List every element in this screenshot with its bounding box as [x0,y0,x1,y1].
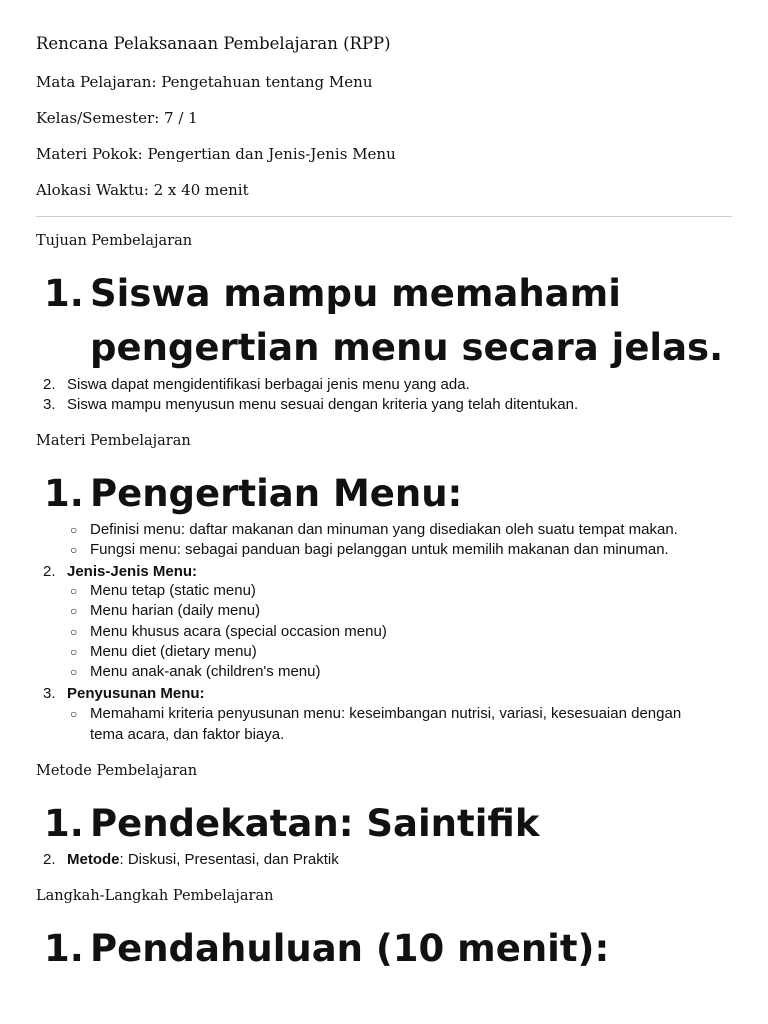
materi-sub-item: ○ Menu diet (dietary menu) [90,642,257,663]
list-number: 3. [43,396,56,413]
materi-item-1 [44,467,734,521]
list-text: Penyusunan Menu: [67,685,205,702]
tujuan-item-2 [43,375,470,396]
list-text: Siswa dapat mengidentifikasi berbagai jenis menu yang ada. [67,376,470,393]
list-bold-text: Metode [67,851,120,868]
list-text: Pendekatan: Saintifik [90,802,540,845]
list-number: 3. [43,685,56,702]
bullet-icon: ○ [70,604,78,618]
materi-item-2 [43,562,198,583]
divider [36,216,732,217]
section-materi-label: Materi Pembelajaran [36,433,191,449]
list-number: 2. [43,851,56,868]
bullet-icon: ○ [70,584,78,598]
metode-item-1 [44,797,734,851]
materi-sub-item: ○ Memahami kriteria penyusunan menu: keseimbangan nutrisi, variasi, kesesuaian dengan [90,704,730,725]
alokasi-waktu: Alokasi Waktu: 2 x 40 menit [36,181,249,199]
materi-sub-item: ○ Definisi menu: daftar makanan dan minuman yang disediakan oleh suatu tempat makan. [90,520,678,541]
metode-item-2 [43,850,339,871]
section-langkah-label: Langkah-Langkah Pembelajaran [36,888,274,904]
list-text: Pendahuluan (10 menit): [90,927,610,970]
list-text: : Diskusi, Presentasi, dan Praktik [119,851,339,868]
bullet-icon: ○ [70,625,78,639]
list-number: 2. [43,376,56,393]
list-number: 1. [44,472,84,515]
mata-pelajaran: Mata Pelajaran: Pengetahuan tentang Menu [36,73,373,91]
materi-sub-item: ○ Menu khusus acara (special occasion menu) [90,622,387,643]
list-number: 1. [44,802,84,845]
list-number: 2. [43,563,56,580]
list-text: Pengertian Menu: [90,472,463,515]
list-number: 1. [44,927,84,970]
kelas-semester: Kelas/Semester: 7 / 1 [36,109,198,127]
bullet-icon: ○ [70,523,78,537]
tujuan-item-1 [44,267,734,375]
section-tujuan-label: Tujuan Pembelajaran [36,233,193,249]
section-metode-label: Metode Pembelajaran [36,763,198,779]
materi-pokok: Materi Pokok: Pengertian dan Jenis-Jenis Menu [36,145,396,163]
bullet-icon: ○ [70,665,78,679]
materi-item-3 [43,684,205,705]
list-text: Siswa mampu menyusun menu sesuai dengan kriteria yang telah ditentukan. [67,396,579,413]
materi-sub-item-continued: tema acara, dan faktor biaya. [90,726,285,743]
bullet-icon: ○ [70,645,78,659]
materi-sub-item: ○ Menu harian (daily menu) [90,601,260,622]
document-title: Rencana Pelaksanaan Pembelajaran (RPP) [36,34,391,53]
list-text: Siswa mampu memahami pengertian menu secara jelas. [90,272,724,369]
materi-sub-item: ○ Menu tetap (static menu) [90,581,256,602]
materi-sub-item: ○ Fungsi menu: sebagai panduan bagi pelanggan untuk memilih makanan dan minuman. [90,540,669,561]
tujuan-item-3 [43,395,579,416]
bullet-icon: ○ [70,543,78,557]
materi-sub-item: ○ Menu anak-anak (children's menu) [90,662,320,683]
list-text: Jenis-Jenis Menu: [67,563,198,580]
bullet-icon: ○ [70,707,78,721]
langkah-item-1 [44,922,734,976]
list-number: 1. [44,272,84,315]
